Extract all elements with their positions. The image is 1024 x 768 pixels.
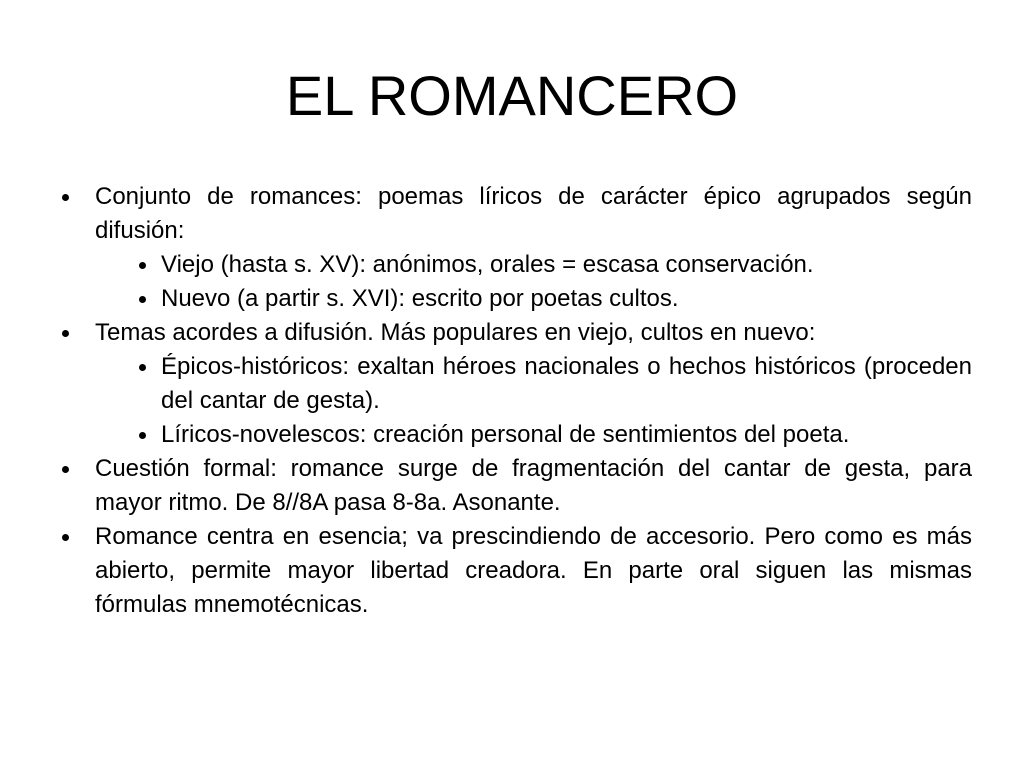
sub-bullet-text: Viejo (hasta s. XV): anónimos, orales = escasa conservación. xyxy=(161,251,814,278)
bullet-text: Romance centra en esencia; va prescindiendo de accesorio. Pero como es más abierto, permite mayor libertad creadora. En parte oral siguen las mismas fórmulas mnemotécnicas. xyxy=(95,523,972,618)
bullet-dot-icon xyxy=(62,466,69,473)
bullet-list xyxy=(60,180,972,622)
bullet-dot-icon xyxy=(62,330,69,337)
sub-bullet-item xyxy=(131,350,972,418)
sub-bullet-item xyxy=(131,418,972,452)
sub-bullet-text: Nuevo (a partir s. XVI): escrito por poetas cultos. xyxy=(161,285,679,312)
bullet-item xyxy=(60,316,972,452)
bullet-dot-icon xyxy=(139,432,146,439)
bullet-dot-icon xyxy=(139,262,146,269)
slide-title: EL ROMANCERO xyxy=(285,64,739,127)
sub-bullet-item xyxy=(131,282,972,316)
bullet-text: Temas acordes a difusión. Más populares en viejo, cultos en nuevo: xyxy=(95,319,816,346)
bullet-dot-icon xyxy=(139,364,146,371)
sub-bullet-item xyxy=(131,248,972,282)
bullet-dot-icon xyxy=(62,534,69,541)
bullet-item xyxy=(60,180,972,316)
bullet-text: Cuestión formal: romance surge de fragmentación del cantar de gesta, para mayor ritmo. De 8//8A pasa 8-8a. Asonante. xyxy=(95,455,972,516)
bullet-dot-icon xyxy=(62,194,69,201)
bullet-dot-icon xyxy=(139,296,146,303)
slide-content xyxy=(60,180,972,622)
sub-bullet-list xyxy=(95,350,972,452)
bullet-item xyxy=(60,520,972,622)
bullet-text: Conjunto de romances: poemas líricos de carácter épico agrupados según difusión: xyxy=(95,183,972,244)
sub-bullet-list xyxy=(95,248,972,316)
sub-bullet-text: Líricos-novelescos: creación personal de sentimientos del poeta. xyxy=(161,421,850,448)
sub-bullet-text: Épicos-históricos: exaltan héroes nacionales o hechos históricos (proceden del cantar de gesta). xyxy=(161,353,972,414)
bullet-item xyxy=(60,452,972,520)
